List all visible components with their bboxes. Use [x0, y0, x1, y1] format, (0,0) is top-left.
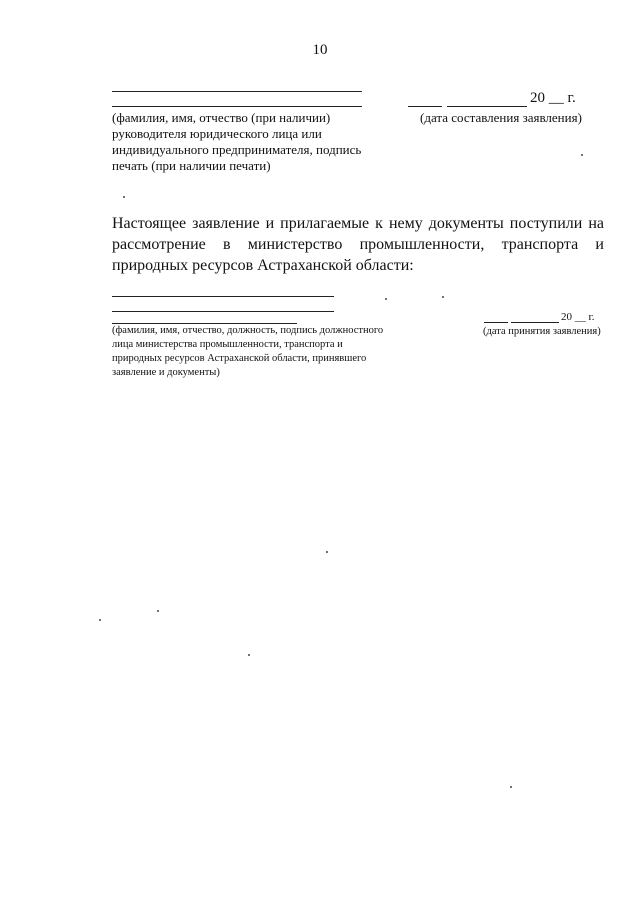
scan-speck — [581, 154, 583, 156]
scan-speck — [442, 296, 444, 298]
official-signature-caption: (фамилия, имя, отчество, должность, подпись должностного лица министерства промышленности, транспорта и природных ресурсов Астраханской области, принявшего заявление и документы) — [112, 325, 384, 378]
applicant-date-caption: (дата составления заявления) — [420, 110, 582, 125]
applicant-date-year: 20 __ г. — [530, 90, 576, 106]
scan-speck — [326, 551, 328, 553]
scan-speck — [385, 298, 387, 300]
scan-speck — [123, 196, 125, 198]
official-date-year: 20 __ г. — [561, 311, 595, 323]
official-signature-line-1 — [112, 296, 334, 297]
page-number: 10 — [312, 42, 328, 58]
applicant-signature-caption: (фамилия, имя, отчество (при наличии) руководителя юридического лица или индивидуального предпринимателя, подпись печать (при наличии печати) — [112, 110, 362, 173]
scan-speck — [510, 786, 512, 788]
applicant-date-month-line — [447, 106, 527, 107]
applicant-signature-line-1 — [112, 91, 362, 92]
official-date-day-line — [484, 322, 508, 323]
scan-speck — [99, 619, 101, 621]
official-date-month-line — [511, 322, 559, 323]
scan-speck — [248, 654, 250, 656]
scan-speck — [157, 610, 159, 612]
applicant-date-day-line — [408, 106, 442, 107]
official-date-caption: (дата принятия заявления) — [483, 326, 601, 337]
official-signature-line-2 — [112, 311, 334, 312]
statement-paragraph: Настоящее заявление и прилагаемые к нему документы поступили на рассмотрение в министерство промышленности, транспорта и природных ресурсов Астраханской области: — [112, 215, 604, 274]
applicant-signature-line-2 — [112, 106, 362, 107]
